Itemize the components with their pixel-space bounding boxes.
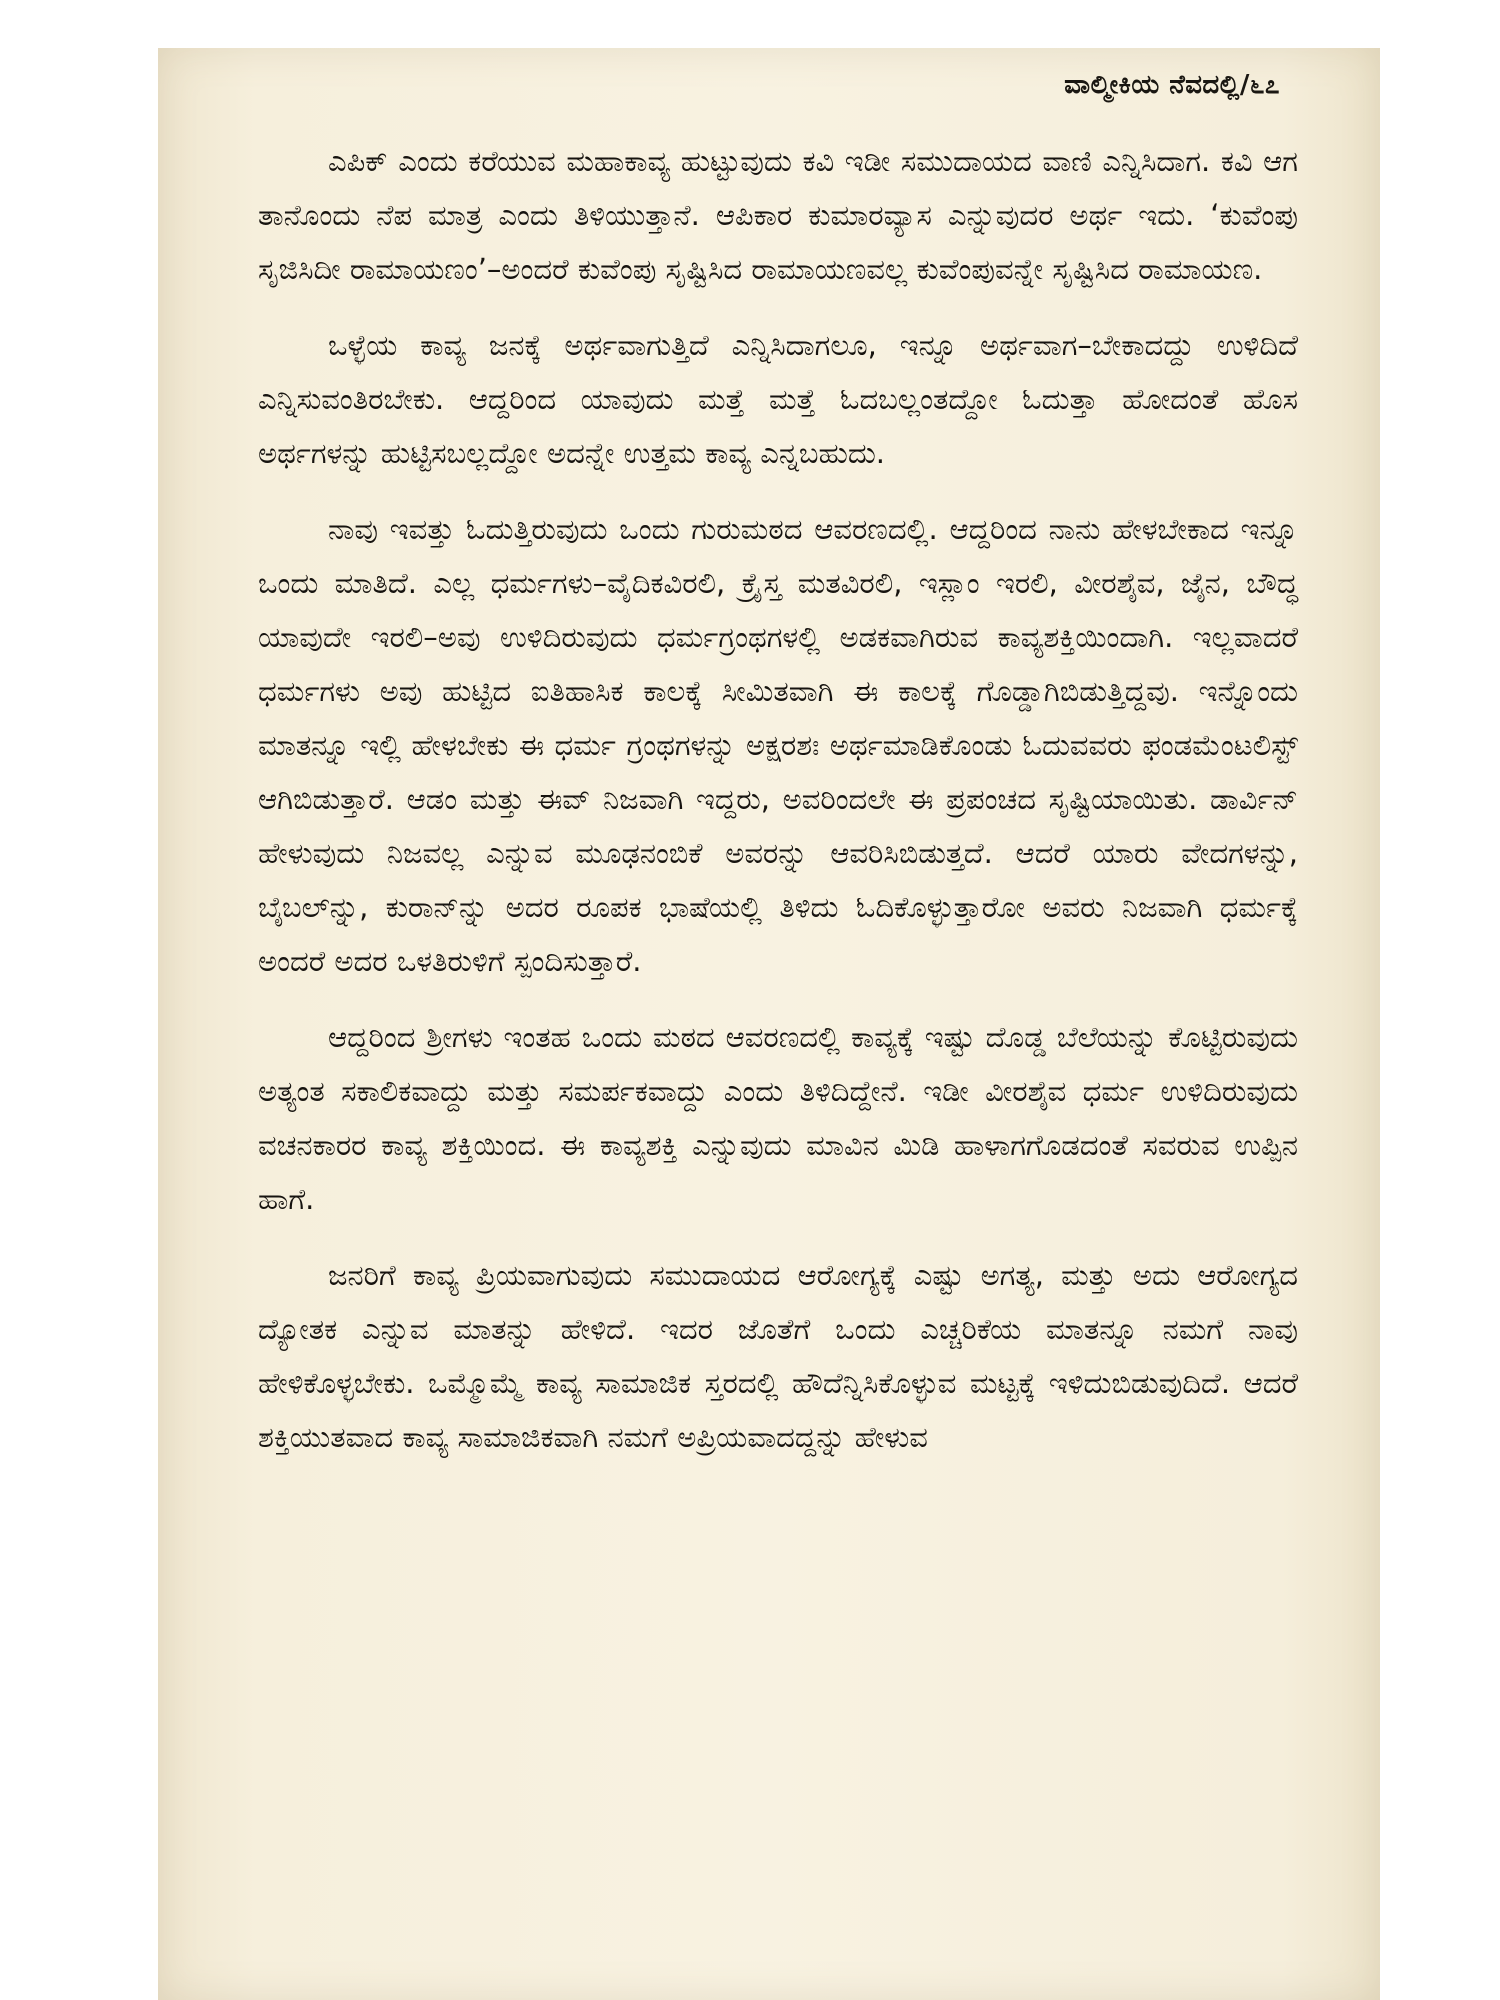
- paragraph-4: ಆದ್ದರಿಂದ ಶ್ರೀಗಳು ಇಂತಹ ಒಂದು ಮಠದ ಆವರಣದಲ್ಲಿ ಕಾವ್ಯಕ್ಕೆ ಇಷ್ಟು ದೊಡ್ಡ ಬೆಲೆಯನ್ನು ಕೊಟ್ಟಿರುವುದು ಅತ್ಯಂತ ಸಕಾಲಿಕವಾದ್ದು ಮತ್ತು ಸಮರ್ಪಕವಾದ್ದು ಎಂದು ತಿಳಿದಿದ್ದೇನೆ. ಇಡೀ ವೀರಶೈವ ಧರ್ಮ ಉಳಿದಿರುವುದು ವಚನಕಾರರ ಕಾವ್ಯ ಶಕ್ತಿಯಿಂದ. ಈ ಕಾವ್ಯಶಕ್ತಿ ಎನ್ನುವುದು ಮಾವಿನ ಮಿಡಿ ಹಾಳಾಗಗೊಡದಂತೆ ಸವರುವ ಉಪ್ಪಿನ ಹಾಗೆ.: [258, 1020, 1298, 1216]
- paragraph-2: ಒಳ್ಳೆಯ ಕಾವ್ಯ ಜನಕ್ಕೆ ಅರ್ಥವಾಗುತ್ತಿದೆ ಎನ್ನಿಸಿದಾಗಲೂ, ಇನ್ನೂ ಅರ್ಥವಾಗ–ಬೇಕಾದದ್ದು ಉಳಿದಿದೆ ಎನ್ನಿಸುವಂತಿರಬೇಕು. ಆದ್ದರಿಂದ ಯಾವುದು ಮತ್ತೆ ಮತ್ತೆ ಓದಬಲ್ಲಂತದ್ದೋ ಓದುತ್ತಾ ಹೋದಂತೆ ಹೊಸ ಅರ್ಥಗಳನ್ನು ಹುಟ್ಟಿಸಬಲ್ಲದ್ದೋ ಅದನ್ನೇ ಉತ್ತಮ ಕಾವ್ಯ ಎನ್ನಬಹುದು.: [258, 328, 1298, 470]
- paragraph-5: ಜನರಿಗೆ ಕಾವ್ಯ ಪ್ರಿಯವಾಗುವುದು ಸಮುದಾಯದ ಆರೋಗ್ಯಕ್ಕೆ ಎಷ್ಟು ಅಗತ್ಯ, ಮತ್ತು ಅದು ಆರೋಗ್ಯದ ದ್ಯೋತಕ ಎನ್ನುವ ಮಾತನ್ನು ಹೇಳಿದೆ. ಇದರ ಜೊತೆಗೆ ಒಂದು ಎಚ್ಚರಿಕೆಯ ಮಾತನ್ನೂ ನಮಗೆ ನಾವು ಹೇಳಿಕೊಳ್ಳಬೇಕು. ಒಮ್ಮೊಮ್ಮೆ ಕಾವ್ಯ ಸಾಮಾಜಿಕ ಸ್ತರದಲ್ಲಿ ಹೌದೆನ್ನಿಸಿಕೊಳ್ಳುವ ಮಟ್ಟಕ್ಕೆ ಇಳಿದುಬಿಡುವುದಿದೆ. ಆದರೆ ಶಕ್ತಿಯುತವಾದ ಕಾವ್ಯ ಸಾಮಾಜಿಕವಾಗಿ ನಮಗೆ ಅಪ್ರಿಯವಾದದ್ದನ್ನು ಹೇಳುವ: [258, 1258, 1298, 1454]
- paragraph-3: ನಾವು ಇವತ್ತು ಓದುತ್ತಿರುವುದು ಒಂದು ಗುರುಮಠದ ಆವರಣದಲ್ಲಿ. ಆದ್ದರಿಂದ ನಾನು ಹೇಳಬೇಕಾದ ಇನ್ನೂ ಒಂದು ಮಾತಿದೆ. ಎಲ್ಲ ಧರ್ಮಗಳು–ವೈದಿಕವಿರಲಿ, ಕ್ರೈಸ್ತ ಮತವಿರಲಿ, ಇಸ್ಲಾಂ ಇರಲಿ, ವೀರಶೈವ, ಜೈನ, ಬೌದ್ಧ ಯಾವುದೇ ಇರಲಿ–ಅವು ಉಳಿದಿರುವುದು ಧರ್ಮಗ್ರಂಥಗಳಲ್ಲಿ ಅಡಕವಾಗಿರುವ ಕಾವ್ಯಶಕ್ತಿಯಿಂದಾಗಿ. ಇಲ್ಲವಾದರೆ ಧರ್ಮಗಳು ಅವು ಹುಟ್ಟಿದ ಐತಿಹಾಸಿಕ ಕಾಲಕ್ಕೆ ಸೀಮಿತವಾಗಿ ಈ ಕಾಲಕ್ಕೆ ಗೊಡ್ಡಾಗಿಬಿಡುತ್ತಿದ್ದವು. ಇನ್ನೊಂದು ಮಾತನ್ನೂ ಇಲ್ಲಿ ಹೇಳಬೇಕು ಈ ಧರ್ಮ ಗ್ರಂಥಗಳನ್ನು ಅಕ್ಷರಶಃ ಅರ್ಥಮಾಡಿಕೊಂಡು ಓದುವವರು ಫಂಡಮೆಂಟಲಿಸ್ಟ್ ಆಗಿಬಿಡುತ್ತಾರೆ. ಆಡಂ ಮತ್ತು ಈವ್ ನಿಜವಾಗಿ ಇದ್ದರು, ಅವರಿಂದಲೇ ಈ ಪ್ರಪಂಚದ ಸೃಷ್ಟಿಯಾಯಿತು. ಡಾರ್ವಿನ್ ಹೇಳುವುದು ನಿಜವಲ್ಲ ಎನ್ನುವ ಮೂಢನಂಬಿಕೆ ಅವರನ್ನು ಆವರಿಸಿಬಿಡುತ್ತದೆ. ಆದರೆ ಯಾರು ವೇದಗಳನ್ನು, ಬೈಬಲ್‌ನ್ನು, ಕುರಾನ್‌ನ್ನು ಅದರ ರೂಪಕ ಭಾಷೆಯಲ್ಲಿ ತಿಳಿದು ಓದಿಕೊಳ್ಳುತ್ತಾರೋ ಅವರು ನಿಜವಾಗಿ ಧರ್ಮಕ್ಕೆ ಅಂದರೆ ಅದರ ಒಳತಿರುಳಿಗೆ ಸ್ಪಂದಿಸುತ್ತಾರೆ.: [258, 512, 1298, 978]
- book-page: [158, 48, 1380, 2000]
- running-head: ವಾಲ್ಮೀಕಿಯ ನೆವದಲ್ಲಿ/೬೭: [1064, 70, 1280, 100]
- body-text: [258, 134, 1298, 1486]
- paragraph-1: ಎಪಿಕ್ ಎಂದು ಕರೆಯುವ ಮಹಾಕಾವ್ಯ ಹುಟ್ಟುವುದು ಕವಿ ಇಡೀ ಸಮುದಾಯದ ವಾಣಿ ಎನ್ನಿಸಿದಾಗ. ಕವಿ ಆಗ ತಾನೊಂದು ನೆಪ ಮಾತ್ರ ಎಂದು ತಿಳಿಯುತ್ತಾನೆ. ಆಪಿಕಾರ ಕುಮಾರವ್ಯಾಸ ಎನ್ನುವುದರ ಅರ್ಥ ಇದು. ‘ಕುವೆಂಪು ಸೃಜಿಸಿದೀ ರಾಮಾಯಣಂ’–ಅಂದರೆ ಕುವೆಂಪು ಸೃಷ್ಟಿಸಿದ ರಾಮಾಯಣವಲ್ಲ ಕುವೆಂಪುವನ್ನೇ ಸೃಷ್ಟಿಸಿದ ರಾಮಾಯಣ.: [258, 144, 1298, 286]
